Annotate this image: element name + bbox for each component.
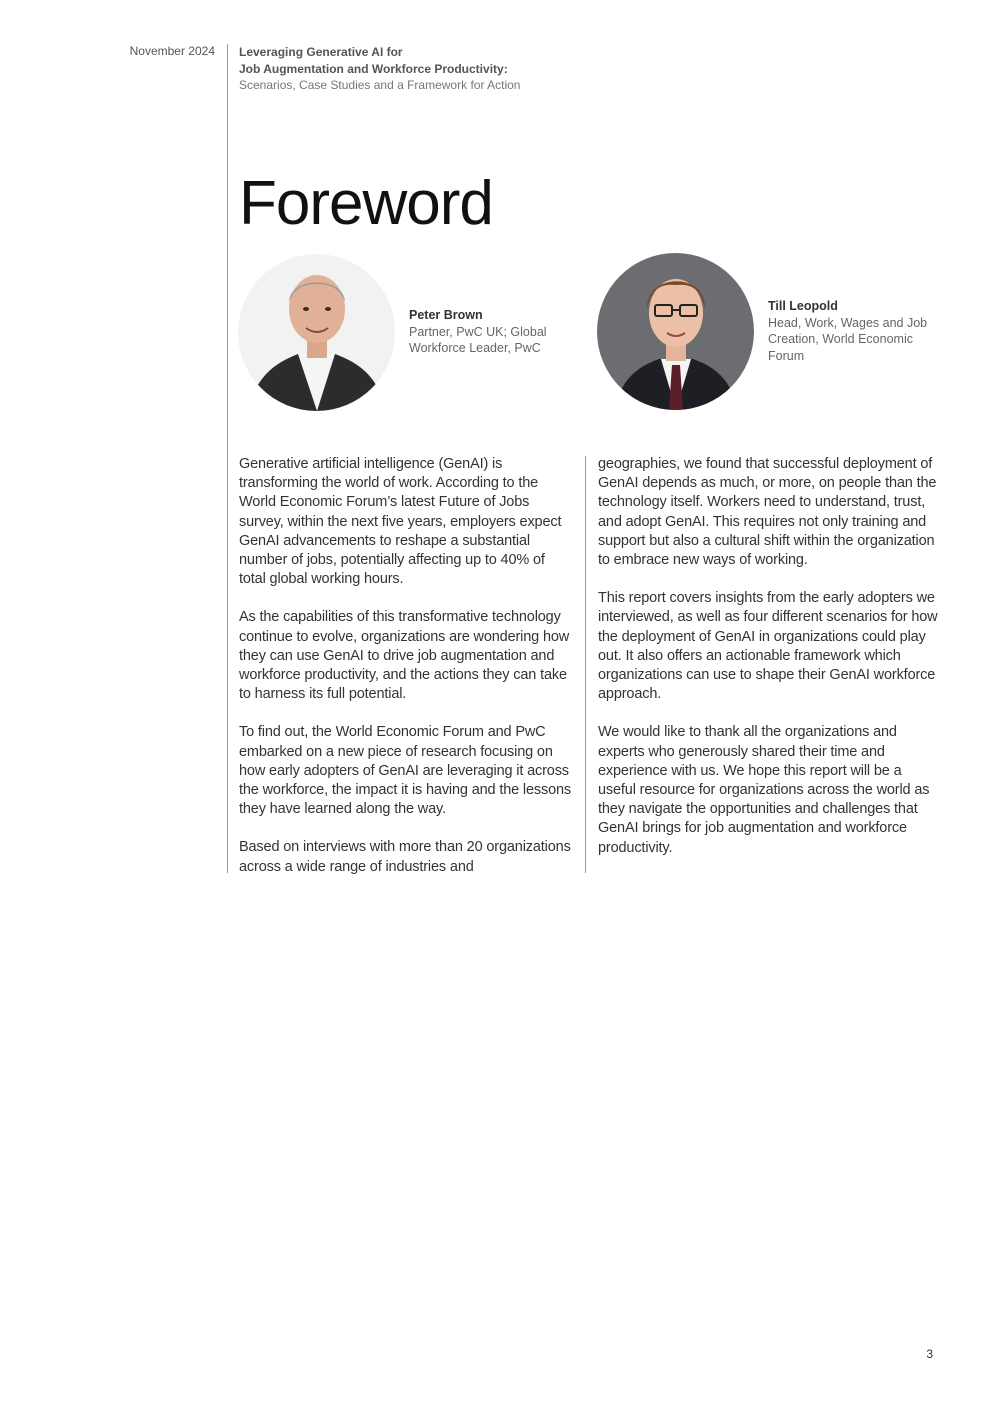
body-column-right bbox=[598, 455, 938, 858]
paragraph: We would like to thank all the organizations and experts who generously shared their time and experience with us. We hope this report will be a useful resource for organizations across the world as they navigate the opportunities and challenges that GenAI brings for job augmentation and workforce productivity. bbox=[598, 724, 930, 856]
body-column-left bbox=[239, 455, 575, 877]
paragraph: To find out, the World Economic Forum and PwC embarked on a new piece of research focusing on how early adopters of GenAI are leveraging it across the workforce, the impact it is having and the lessons they have learned along the way. bbox=[239, 724, 572, 818]
page-number: 3 bbox=[926, 1347, 933, 1361]
column-divider-left bbox=[227, 456, 228, 873]
author-photo-till-leopold bbox=[597, 253, 754, 410]
paragraph: Generative artificial intelligence (GenAI) is transforming the world of work. According to the World Economic Forum’s latest Future of Jobs survey, within the next five years, employers expect GenAI advancements to reshape a substantial number of jobs, potentially affecting up to 40% of total global working hours. bbox=[239, 456, 562, 588]
author-photo-peter-brown bbox=[238, 254, 395, 411]
paragraph: As the capabilities of this transformative technology continue to evolve, organizations are wondering how they can use GenAI to drive job augmentation and workforce productivity, and the actions they can take to harness its full potential. bbox=[239, 609, 570, 703]
report-header bbox=[239, 44, 599, 94]
author-name: Peter Brown bbox=[409, 308, 483, 322]
column-divider-middle bbox=[585, 456, 586, 873]
header-divider bbox=[227, 44, 228, 499]
publication-date: November 2024 bbox=[129, 44, 215, 58]
paragraph: geographies, we found that successful deployment of GenAI depends as much, or more, on people than the technology itself. Workers need to understand, trust, and adopt GenAI. This requires not only training and support but also a cultural shift within the organization to embrace new ways of working. bbox=[598, 456, 937, 569]
author-name: Till Leopold bbox=[768, 299, 838, 313]
report-title-line-2: Job Augmentation and Workforce Productivity: bbox=[239, 61, 508, 76]
paragraph: Based on interviews with more than 20 organizations across a wide range of industries and bbox=[239, 839, 571, 875]
portrait-image bbox=[238, 254, 395, 411]
author-till-leopold bbox=[768, 298, 938, 364]
author-peter-brown bbox=[409, 307, 559, 357]
author-role: Partner, PwC UK; Global Workforce Leader, PwC bbox=[409, 324, 547, 356]
page-title: Foreword bbox=[239, 169, 493, 238]
portrait-image bbox=[597, 253, 754, 410]
report-subtitle: Scenarios, Case Studies and a Framework for Action bbox=[239, 78, 521, 92]
paragraph: This report covers insights from the early adopters we interviewed, as well as four different scenarios for how the deployment of GenAI in organizations could play out. It also offers an actionable framework which organizations can use to shape their GenAI workforce approach. bbox=[598, 590, 938, 703]
author-role: Head, Work, Wages and Job Creation, World Economic Forum bbox=[768, 315, 928, 363]
report-title-line-1: Leveraging Generative AI for bbox=[239, 45, 403, 59]
